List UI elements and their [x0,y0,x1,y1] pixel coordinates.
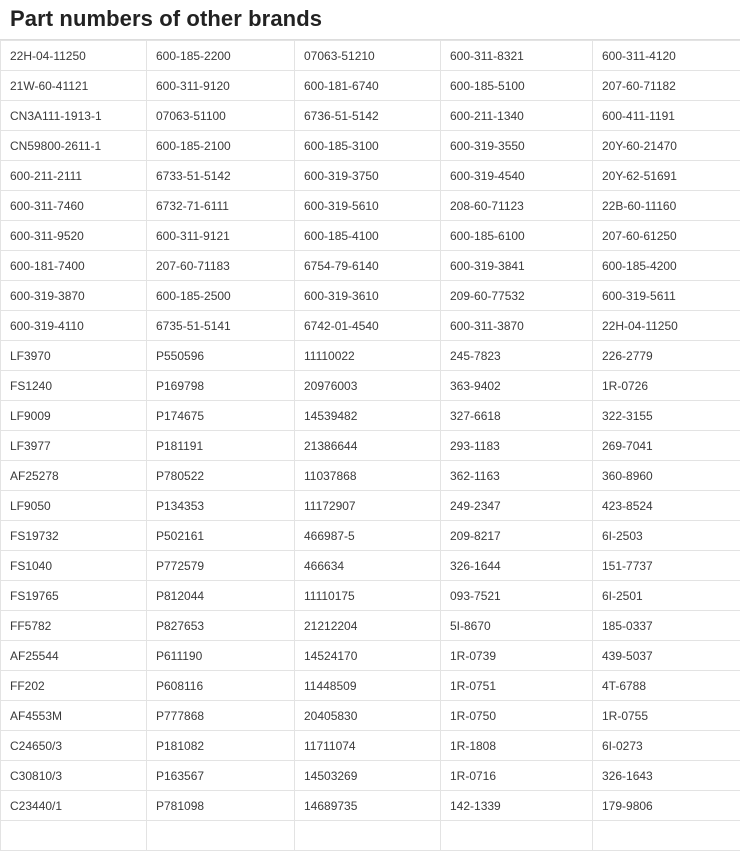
table-row [1,521,740,551]
table-cell: 1R-0716 [441,761,593,791]
table-cell: 11172907 [295,491,441,521]
table-cell: 269-7041 [593,431,740,461]
table-cell: 185-0337 [593,611,740,641]
table-cell: 600-311-7460 [1,191,147,221]
table-cell [441,821,593,851]
table-cell: 600-311-3870 [441,311,593,341]
table-cell: 600-311-8321 [441,41,593,71]
table-cell: 226-2779 [593,341,740,371]
table-cell: 11037868 [295,461,441,491]
table-cell: 22B-60-11160 [593,191,740,221]
table-cell: 245-7823 [441,341,593,371]
table-cell: 6754-79-6140 [295,251,441,281]
table-cell: 600-185-4200 [593,251,740,281]
table-cell: 11110022 [295,341,441,371]
table-cell: 14503269 [295,761,441,791]
table-cell: C24650/3 [1,731,147,761]
table-cell: 600-311-9520 [1,221,147,251]
table-cell: CN59800-2611-1 [1,131,147,161]
table-cell: FF5782 [1,611,147,641]
table-cell: 600-185-2200 [147,41,295,71]
table-cell: AF25544 [1,641,147,671]
table-cell [295,821,441,851]
table-cell: P608116 [147,671,295,701]
table-cell: 600-181-7400 [1,251,147,281]
table-cell: 466987-5 [295,521,441,551]
table-cell: 249-2347 [441,491,593,521]
table-cell: 362-1163 [441,461,593,491]
table-cell: 142-1339 [441,791,593,821]
table-cell: AF4553M [1,701,147,731]
table-row [1,401,740,431]
table-cell: 151-7737 [593,551,740,581]
table-cell: 21W-60-41121 [1,71,147,101]
table-cell: 6735-51-5141 [147,311,295,341]
table-cell: 6733-51-5142 [147,161,295,191]
table-cell: 1R-0739 [441,641,593,671]
table-cell: 600-211-1340 [441,101,593,131]
table-cell: P169798 [147,371,295,401]
table-cell [147,821,295,851]
table-cell: P181082 [147,731,295,761]
table-cell: 293-1183 [441,431,593,461]
table-row [1,491,740,521]
table-cell: P812044 [147,581,295,611]
table-cell: 363-9402 [441,371,593,401]
table-row [1,251,740,281]
table-cell: 11711074 [295,731,441,761]
table-cell: 1R-1808 [441,731,593,761]
table-cell: C23440/1 [1,791,147,821]
table-cell: 093-7521 [441,581,593,611]
table-cell: P772579 [147,551,295,581]
table-row [1,791,740,821]
table-cell: FS19732 [1,521,147,551]
table-cell: 1R-0751 [441,671,593,701]
table-row [1,131,740,161]
table-cell: P134353 [147,491,295,521]
table-cell [593,821,740,851]
table-cell: 466634 [295,551,441,581]
table-cell: 207-60-71183 [147,251,295,281]
table-row [1,191,740,221]
table-row [1,551,740,581]
table-cell: FS19765 [1,581,147,611]
table-cell: P181191 [147,431,295,461]
table-cell: 179-9806 [593,791,740,821]
table-cell: 6732-71-6111 [147,191,295,221]
table-cell: P781098 [147,791,295,821]
table-row [1,731,740,761]
table-cell: LF3970 [1,341,147,371]
table-cell: 600-181-6740 [295,71,441,101]
table-row [1,161,740,191]
table-cell: 600-319-3841 [441,251,593,281]
table-cell: 20Y-62-51691 [593,161,740,191]
table-cell: 6I-0273 [593,731,740,761]
table-cell: 20405830 [295,701,441,731]
table-cell: 600-319-5610 [295,191,441,221]
table-row [1,311,740,341]
table-row [1,761,740,791]
table-row [1,71,740,101]
table-cell: 326-1644 [441,551,593,581]
table-cell: 14539482 [295,401,441,431]
table-cell: 207-60-71182 [593,71,740,101]
table-cell: 6736-51-5142 [295,101,441,131]
table-cell: 22H-04-11250 [593,311,740,341]
table-row [1,41,740,71]
table-cell: 600-185-5100 [441,71,593,101]
part-numbers-table [0,40,740,851]
table-cell: 326-1643 [593,761,740,791]
table-cell: 600-185-2500 [147,281,295,311]
table-row [1,671,740,701]
table-cell: C30810/3 [1,761,147,791]
table-cell: 600-311-9121 [147,221,295,251]
table-cell: 600-311-9120 [147,71,295,101]
table-cell: 600-185-2100 [147,131,295,161]
table-cell: 600-185-6100 [441,221,593,251]
table-cell: 1R-0750 [441,701,593,731]
table-cell: 207-60-61250 [593,221,740,251]
page-title: Part numbers of other brands [10,7,322,31]
table-row [1,581,740,611]
table-cell: 20Y-60-21470 [593,131,740,161]
table-row [1,701,740,731]
page-header [0,0,740,40]
table-cell: 600-319-3610 [295,281,441,311]
table-cell: 423-8524 [593,491,740,521]
table-cell: FS1040 [1,551,147,581]
table-cell: P502161 [147,521,295,551]
table-cell: 209-60-77532 [441,281,593,311]
table-cell: 6742-01-4540 [295,311,441,341]
table-cell: 11448509 [295,671,441,701]
table-cell: 22H-04-11250 [1,41,147,71]
table-cell: 439-5037 [593,641,740,671]
table-cell: 6I-2501 [593,581,740,611]
table-cell: 600-319-5611 [593,281,740,311]
table-cell: P163567 [147,761,295,791]
table-cell: 11110175 [295,581,441,611]
table-row [1,641,740,671]
table-cell: 600-411-1191 [593,101,740,131]
table-cell: FS1240 [1,371,147,401]
table-row [1,341,740,371]
table-cell: 327-6618 [441,401,593,431]
table-cell: 6I-2503 [593,521,740,551]
table-row [1,431,740,461]
table-cell: P827653 [147,611,295,641]
table-cell: LF3977 [1,431,147,461]
table-cell: 21212204 [295,611,441,641]
table-cell: 208-60-71123 [441,191,593,221]
table-cell: 600-319-3750 [295,161,441,191]
table-cell: P174675 [147,401,295,431]
table-cell: 20976003 [295,371,441,401]
table-cell: LF9050 [1,491,147,521]
table-cell: P611190 [147,641,295,671]
table-row [1,281,740,311]
table-cell: 14689735 [295,791,441,821]
table-row [1,461,740,491]
table-cell: 600-185-4100 [295,221,441,251]
table-cell: 322-3155 [593,401,740,431]
table-cell: 600-319-3870 [1,281,147,311]
table-row [1,611,740,641]
table-cell: 5I-8670 [441,611,593,641]
table-cell: 07063-51210 [295,41,441,71]
table-cell: 600-211-2111 [1,161,147,191]
table-row [1,221,740,251]
table-cell [1,821,147,851]
table-cell: 1R-0755 [593,701,740,731]
table-cell: 600-311-4120 [593,41,740,71]
table-cell: P780522 [147,461,295,491]
table-cell: 1R-0726 [593,371,740,401]
table-cell: 14524170 [295,641,441,671]
table-cell: P550596 [147,341,295,371]
table-cell: 209-8217 [441,521,593,551]
table-cell: 600-319-4540 [441,161,593,191]
table-cell: 07063-51100 [147,101,295,131]
table-row [1,101,740,131]
table-body [1,41,740,851]
table-cell: 600-319-3550 [441,131,593,161]
table-cell: AF25278 [1,461,147,491]
table-cell: CN3A111-1913-1 [1,101,147,131]
table-cell: 4T-6788 [593,671,740,701]
table-cell: LF9009 [1,401,147,431]
table-row [1,821,740,851]
table-cell: 600-319-4110 [1,311,147,341]
table-cell: 21386644 [295,431,441,461]
table-cell: FF202 [1,671,147,701]
table-cell: P777868 [147,701,295,731]
table-row [1,371,740,401]
table-cell: 600-185-3100 [295,131,441,161]
table-cell: 360-8960 [593,461,740,491]
